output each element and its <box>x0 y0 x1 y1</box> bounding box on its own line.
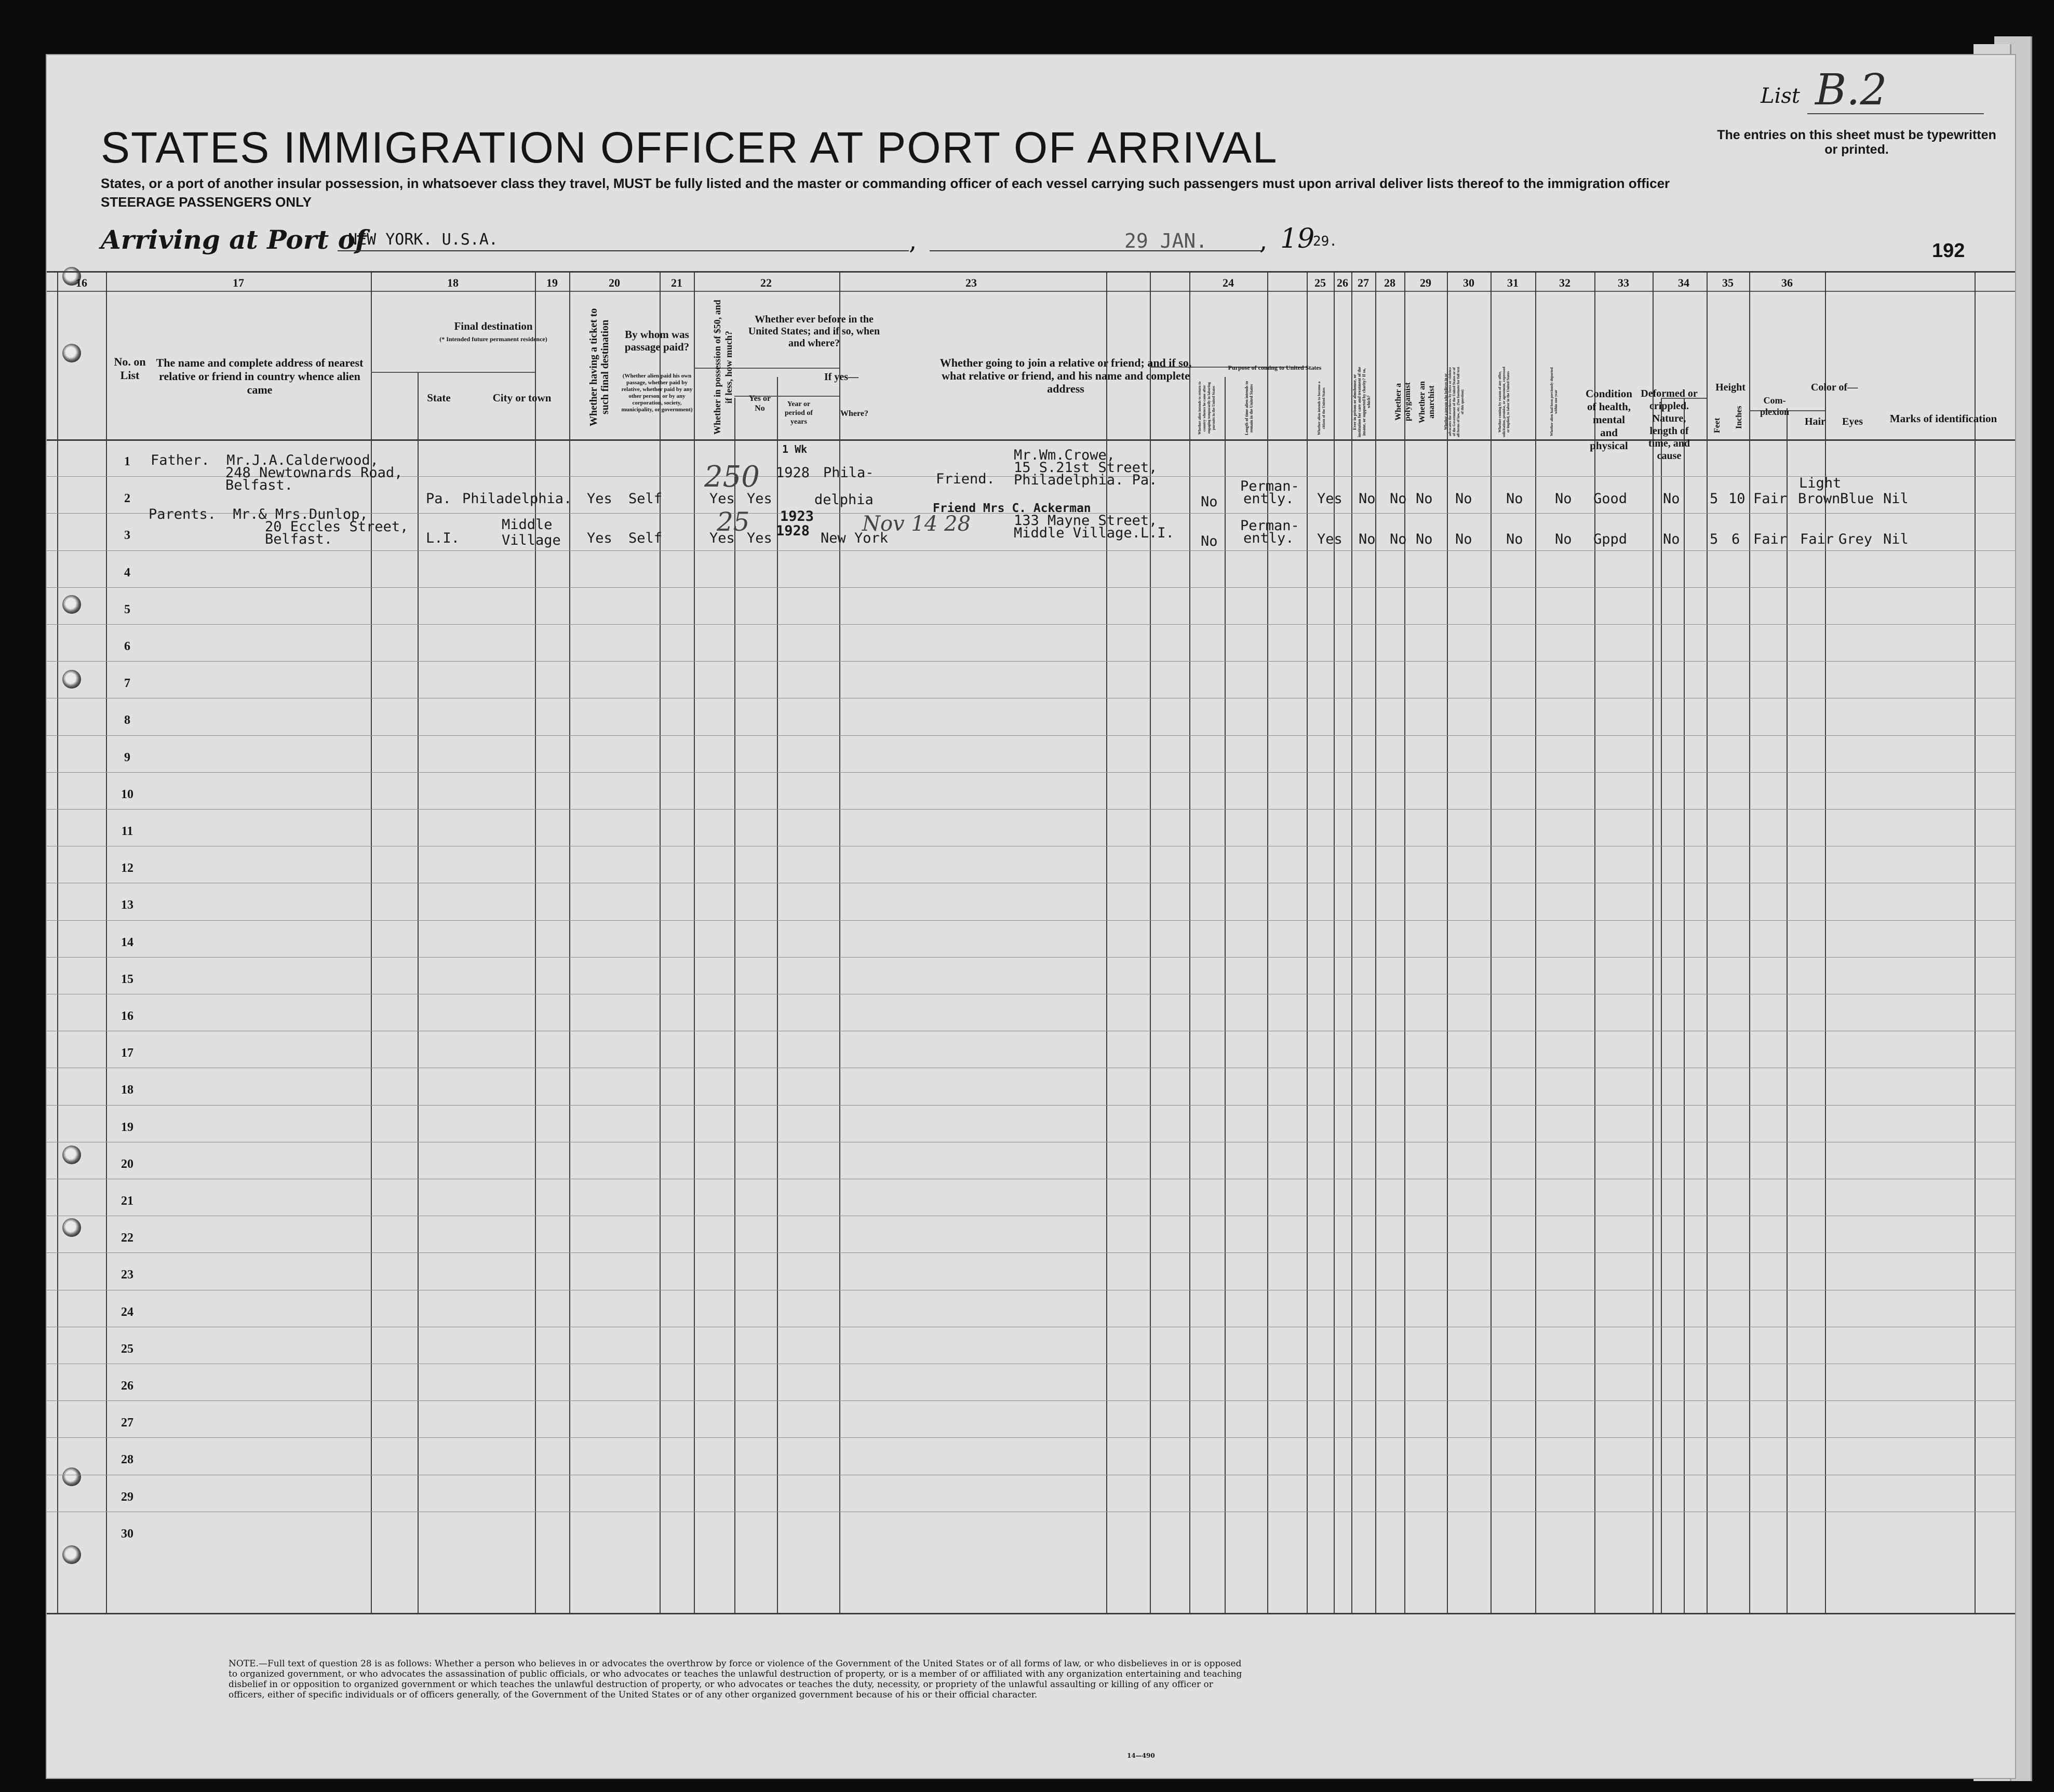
column-rule <box>418 372 419 1613</box>
row-number: 6 <box>124 640 130 653</box>
row-number: 3 <box>124 529 130 542</box>
row-number: 12 <box>121 861 133 875</box>
row-number: 11 <box>121 825 133 838</box>
row1-c30: No <box>1555 491 1572 507</box>
punch-hole <box>62 1467 81 1486</box>
row-number: 5 <box>124 603 130 616</box>
row1-money: Yes <box>709 491 735 507</box>
column-number: 27 <box>1358 276 1369 289</box>
row1-c25: No <box>1359 491 1376 507</box>
column-number: 32 <box>1559 276 1570 289</box>
row1-hair-1: Light <box>1799 475 1842 491</box>
punch-hole <box>62 1218 81 1237</box>
column-rule <box>1594 271 1595 1613</box>
punch-hole <box>62 1146 81 1164</box>
header-col18-title: Final destination <box>454 320 533 332</box>
column-number: 19 <box>546 276 558 289</box>
row-rule <box>47 1252 2015 1253</box>
row2-state: L.I. <box>426 530 460 546</box>
row1-year-top: 1 Wk <box>782 443 808 455</box>
row1-relative-line3: Belfast. <box>225 477 293 493</box>
header-col18-note: (* Intended future permanent residence) <box>439 335 547 343</box>
row-number: 22 <box>121 1231 133 1245</box>
row-number: 1 <box>124 455 130 468</box>
column-number: 24 <box>1223 276 1234 289</box>
column-rule <box>535 271 536 1613</box>
column-rule <box>1225 377 1226 1613</box>
column-number: 35 <box>1722 276 1734 289</box>
row2-ticket: Yes <box>587 530 612 546</box>
row2-eyes: Grey <box>1838 531 1873 547</box>
column-number: 17 <box>233 276 244 289</box>
footnote: NOTE.—Full text of question 28 is as follows: Whether a person who believes in or advocates the overthrow by force or violence of the Government of the United States or of all forms of law, or who disbelieves in or is opposed to organized government, or who advocates the assassination of public officials, or who advocates or teaches the unlawful destruction of property, or is a member of or affiliated with any organization entertaining and teaching disbelief in or opposition to organized government or which teaches the unlawful destruction of property, or who advocates or teaches the duty, necessity, or propriety of the unlawful assaulting or killing of any officer or officers, either of specific individuals or of officers generally, of the Government of the United States or of any other organized government because of his or their official character. <box>229 1659 1242 1700</box>
row2-deformed: No <box>1663 531 1680 547</box>
date-value: 29 JAN. <box>1124 230 1208 252</box>
page-number: 192 <box>1932 240 1965 262</box>
column-rule <box>1684 398 1685 1613</box>
row1-join-4: Philadelphia. Pa. <box>1014 472 1158 488</box>
header-col22-title: Whether ever before in the United States; and if so, when and where? <box>748 314 880 349</box>
row-number: 7 <box>124 677 130 690</box>
header-col34: Com-plexion <box>1760 395 1789 417</box>
row-number: 26 <box>121 1379 133 1393</box>
header-col23: Whether going to join a relative or friend; and if so, what relative or friend, and his name and complete address <box>939 356 1192 395</box>
row2-year: 1928 <box>776 523 810 539</box>
row1-hair-2: Brown <box>1798 491 1841 507</box>
row1-before: Yes <box>747 491 772 507</box>
row1-join-2: Mr.Wm.Crowe, <box>1014 447 1116 463</box>
column-rule <box>1707 271 1708 1613</box>
row-number: 29 <box>121 1490 133 1504</box>
row-number: 13 <box>121 898 133 912</box>
row-number: 23 <box>121 1268 133 1282</box>
row2-before: Yes <box>747 530 772 546</box>
row2-c27: No <box>1416 531 1433 547</box>
row2-c26: No <box>1390 531 1407 547</box>
subheader-rule <box>371 372 535 373</box>
row1-join-1: Friend. <box>936 471 995 487</box>
row-rule <box>47 1105 2015 1106</box>
header-col35-eyes: Eyes <box>1842 416 1863 427</box>
punch-hole <box>62 670 81 689</box>
column-rule <box>569 271 570 1613</box>
header-col20-note: (Whether alien paid his own passage, whether paid by relative, whether paid by any other person, or by any corporation, society, municipality, or government) <box>621 373 693 413</box>
column-number: 18 <box>447 276 459 289</box>
column-number: 25 <box>1314 276 1326 289</box>
column-rule <box>1351 271 1352 1613</box>
column-rule <box>660 271 661 1613</box>
header-col24-a: Whether alien intends to return to country whence he came after engaging temporarily in laboring pursuits in the United States <box>1198 381 1216 435</box>
form-subtitle: States, or a port of another insular possession, in whatsoever class they travel, MUST be fully listed and the master or commanding officer of each vessel carrying such passengers must upon arrival deliver lists thereof to the immigration officer <box>101 176 1670 191</box>
row-number: 17 <box>121 1046 133 1060</box>
row2-hair-1: Fair <box>1800 531 1834 547</box>
column-number: 31 <box>1507 276 1519 289</box>
row-number: 9 <box>124 751 130 764</box>
row1-ticket: Yes <box>587 491 612 507</box>
row-rule <box>47 920 2015 921</box>
column-rule <box>1749 271 1750 1613</box>
column-rule <box>57 271 58 1613</box>
column-rule <box>1404 271 1405 1613</box>
row2-paid-by: Self <box>628 530 663 546</box>
row1-join-3: 15 S.21st Street, <box>1014 460 1158 476</box>
column-number: 34 <box>1678 276 1689 289</box>
row2-inches: 6 <box>1731 531 1740 547</box>
comma: , <box>909 226 917 255</box>
row2-join-2: 133 Mayne Street, <box>1014 513 1158 529</box>
row2-where-handwritten: Nov 14 28 <box>862 512 971 536</box>
header-col35-title: Color of— <box>1810 382 1858 393</box>
row-rule <box>47 809 2015 810</box>
punch-hole <box>62 344 81 362</box>
column-rule <box>1975 271 1976 1613</box>
row-rule <box>47 735 2015 736</box>
row-number: 21 <box>121 1194 133 1208</box>
row2-year-top: 1923 <box>780 508 814 524</box>
year-prefix: 19 <box>1280 223 1315 254</box>
row2-c25: No <box>1359 531 1376 547</box>
row1-c28: No <box>1455 491 1472 507</box>
row1-marks: Nil <box>1883 491 1909 507</box>
header-col33-inches: Inches <box>1735 406 1743 429</box>
column-number: 26 <box>1337 276 1348 289</box>
header-col22-ifyes: If yes— <box>824 371 859 383</box>
row1-city: Philadelphia. <box>462 491 572 507</box>
port-underline <box>338 250 909 251</box>
row1-year: 1928 <box>776 465 810 481</box>
column-rule <box>1375 271 1376 1613</box>
row1-length-1: Perman- <box>1240 478 1299 494</box>
column-rule <box>1189 271 1190 1613</box>
row-number: 20 <box>121 1157 133 1171</box>
punch-hole <box>62 595 81 614</box>
header-col22-year: Year or period of years <box>784 400 813 426</box>
column-rule <box>777 377 778 1613</box>
header-col29: Whether coming by reason of any offer, solicitation, promise, or agreement, expressed or implied, to labor in the United States <box>1498 367 1510 437</box>
row2-health: Gppd <box>1593 531 1628 547</box>
row2-marks: Nil <box>1883 531 1909 547</box>
header-col22-where: Where? <box>840 409 868 418</box>
header-bottom-rule <box>47 439 2015 441</box>
column-number: 16 <box>76 276 87 289</box>
row-number: 10 <box>121 788 133 801</box>
header-col26: Whether a polygamist <box>1394 382 1412 422</box>
row1-relative-line1: Father. Mr.J.A.Calderwood, <box>151 452 379 468</box>
header-col17: The name and complete address of nearest relative or friend in country whence alien came <box>156 356 364 396</box>
comma: , <box>1259 226 1268 255</box>
list-underline <box>1807 113 1984 114</box>
form-code: 14—490 <box>1127 1752 1155 1759</box>
column-rule <box>1334 271 1335 1613</box>
row2-complexion: Fair <box>1753 531 1788 547</box>
column-number: 29 <box>1420 276 1431 289</box>
date-underline <box>930 250 1262 251</box>
port-value: NEW YORK. U.S.A. <box>348 231 498 249</box>
row-number: 27 <box>121 1416 133 1430</box>
header-col30: Whether alien had been previously deported within one year <box>1550 367 1558 437</box>
row2-join-3: Middle Village.L.I. <box>1014 525 1174 541</box>
column-number: 30 <box>1463 276 1474 289</box>
row2-relative-line1: Parents. Mr.& Mrs.Dunlop, <box>149 506 368 522</box>
row2-return: No <box>1201 533 1218 549</box>
column-rule <box>1447 271 1448 1613</box>
row2-city: Middle Village <box>502 517 561 548</box>
row1-where-1: Phila- <box>823 465 874 481</box>
row2-where-1: New York <box>821 530 889 546</box>
row-number: 25 <box>121 1342 133 1356</box>
row2-relative-line2: 20 Eccles Street, <box>265 519 409 535</box>
header-col22-yesno: Yes or No <box>748 394 771 413</box>
table-top-rule <box>47 271 2015 273</box>
row1-where-2: delphia <box>814 492 874 508</box>
punch-hole <box>62 1545 81 1564</box>
column-number: 20 <box>609 276 620 289</box>
row1-money-handwritten: 250 <box>704 460 760 494</box>
row-rule <box>47 624 2015 625</box>
column-rule <box>1267 271 1268 1613</box>
column-rule <box>1825 271 1826 1613</box>
row1-eyes: Blue <box>1840 491 1874 507</box>
row1-deformed: No <box>1663 491 1680 507</box>
class-line: STEERAGE PASSENGERS ONLY <box>101 194 312 210</box>
column-rule <box>1787 408 1788 1613</box>
row-number: 28 <box>121 1453 133 1466</box>
row2-length-2: ently. <box>1243 530 1294 546</box>
year-suffix: 29. <box>1313 234 1337 249</box>
arriving-label: Arriving at Port of <box>101 224 367 255</box>
row2-money-handwritten: 25 <box>717 507 750 537</box>
row1-health: Good <box>1593 491 1628 507</box>
list-value: B.2 <box>1815 65 1887 115</box>
column-rule <box>1653 271 1654 1613</box>
row-rule <box>47 587 2015 588</box>
row1-inches: 10 <box>1728 491 1746 507</box>
row-number: 15 <box>121 973 133 986</box>
header-col24-title: Purpose of coming to United States <box>1228 364 1322 371</box>
header-col36: Marks of identification <box>1889 412 1997 425</box>
row1-c29: No <box>1506 491 1523 507</box>
header-no-on-list: No. on List <box>114 355 146 382</box>
manifest-sheet <box>46 54 2016 1779</box>
column-rule <box>1661 398 1662 1613</box>
column-rule <box>734 398 735 1613</box>
row2-c30: No <box>1555 531 1572 547</box>
row1-feet: 5 <box>1710 491 1719 507</box>
row-number: 16 <box>121 1009 133 1023</box>
colnum-rule <box>47 291 2015 292</box>
row-rule <box>47 550 2015 551</box>
column-number: 36 <box>1781 276 1793 289</box>
row2-money: Yes <box>709 530 735 546</box>
row-number: 24 <box>121 1305 133 1319</box>
form-title: STATES IMMIGRATION OFFICER AT PORT OF ARRIVAL <box>101 123 1278 172</box>
row1-paid-by: Self <box>628 491 663 507</box>
column-rule <box>694 271 695 1613</box>
header-col24-b: Length of time alien intends to remain in the United States <box>1244 381 1254 436</box>
row-rule <box>47 661 2015 662</box>
row-number: 14 <box>121 936 133 949</box>
header-col25: Ever in prison or almshouse, or institution for care and treatment of the insane, or supported by charity? If so, which? <box>1352 367 1371 437</box>
row-number: 2 <box>124 492 130 505</box>
header-col35-hair: Hair <box>1805 416 1825 427</box>
row-rule <box>47 1400 2015 1401</box>
row1-relative-line2: 248 Newtownards Road, <box>225 465 403 481</box>
header-col19: Whether having a ticket to such final destination <box>588 308 611 426</box>
row1-state: Pa. <box>426 491 451 507</box>
row1-citizen: Yes <box>1317 491 1343 507</box>
row-number: 8 <box>124 713 130 727</box>
row1-c26: No <box>1390 491 1407 507</box>
row2-join-1: Friend Mrs C. Ackerman <box>933 502 1091 515</box>
header-col20-title: By whom was passage paid? <box>624 328 690 353</box>
column-number: 21 <box>671 276 682 289</box>
table-bottom-rule <box>47 1613 2015 1614</box>
row1-length-2: ently. <box>1243 491 1294 507</box>
header-col31: Condition of health, mental and physical <box>1586 387 1632 452</box>
column-rule <box>1535 271 1536 1613</box>
row2-citizen: Yes <box>1317 531 1343 547</box>
column-number: 33 <box>1618 276 1629 289</box>
header-col33-feet: Feet <box>1713 417 1722 433</box>
row-rule <box>47 1437 2015 1438</box>
column-number: 22 <box>760 276 772 289</box>
row2-c28: No <box>1455 531 1472 547</box>
column-rule <box>1307 271 1308 1613</box>
header-col32: Deformed or crippled. Nature, length of time, and cause <box>1641 388 1698 462</box>
row2-c29: No <box>1506 531 1523 547</box>
header-col27: Whether an anarchist <box>1418 381 1436 423</box>
row-rule <box>47 772 2015 773</box>
column-number: 23 <box>965 276 977 289</box>
row1-return: No <box>1201 494 1218 510</box>
row1-complexion: Fair <box>1753 491 1788 507</box>
header-col28: Whether a person who believes in or advocates the overthrow by force or violence of the Government of the United States or of all forms of law, etc. (See footnote for full text of this question) <box>1444 367 1465 437</box>
column-number: 28 <box>1384 276 1395 289</box>
row2-relative-line3: Belfast. <box>265 531 333 547</box>
row2-feet: 5 <box>1710 531 1719 547</box>
row1-c27: No <box>1416 491 1433 507</box>
header-col33-title: Height <box>1715 382 1746 393</box>
row-number: 19 <box>121 1121 133 1134</box>
typewritten-note: The entries on this sheet must be typewritten or printed. <box>1717 128 1996 157</box>
header-col21: Whether in possession of $50, and if less, how much? <box>712 300 734 435</box>
column-rule <box>1491 271 1492 1613</box>
row-number: 4 <box>124 566 130 580</box>
header-col18-state: State <box>427 392 451 404</box>
list-label: List <box>1761 84 1800 108</box>
row-number: 30 <box>121 1527 133 1541</box>
row-number: 18 <box>121 1083 133 1097</box>
row-rule <box>47 957 2015 958</box>
row2-length-1: Perman- <box>1240 518 1299 534</box>
header-col24-c: Whether alien intends to become a citizen of the United States <box>1317 381 1326 435</box>
header-col18-city: City or town <box>492 392 552 404</box>
